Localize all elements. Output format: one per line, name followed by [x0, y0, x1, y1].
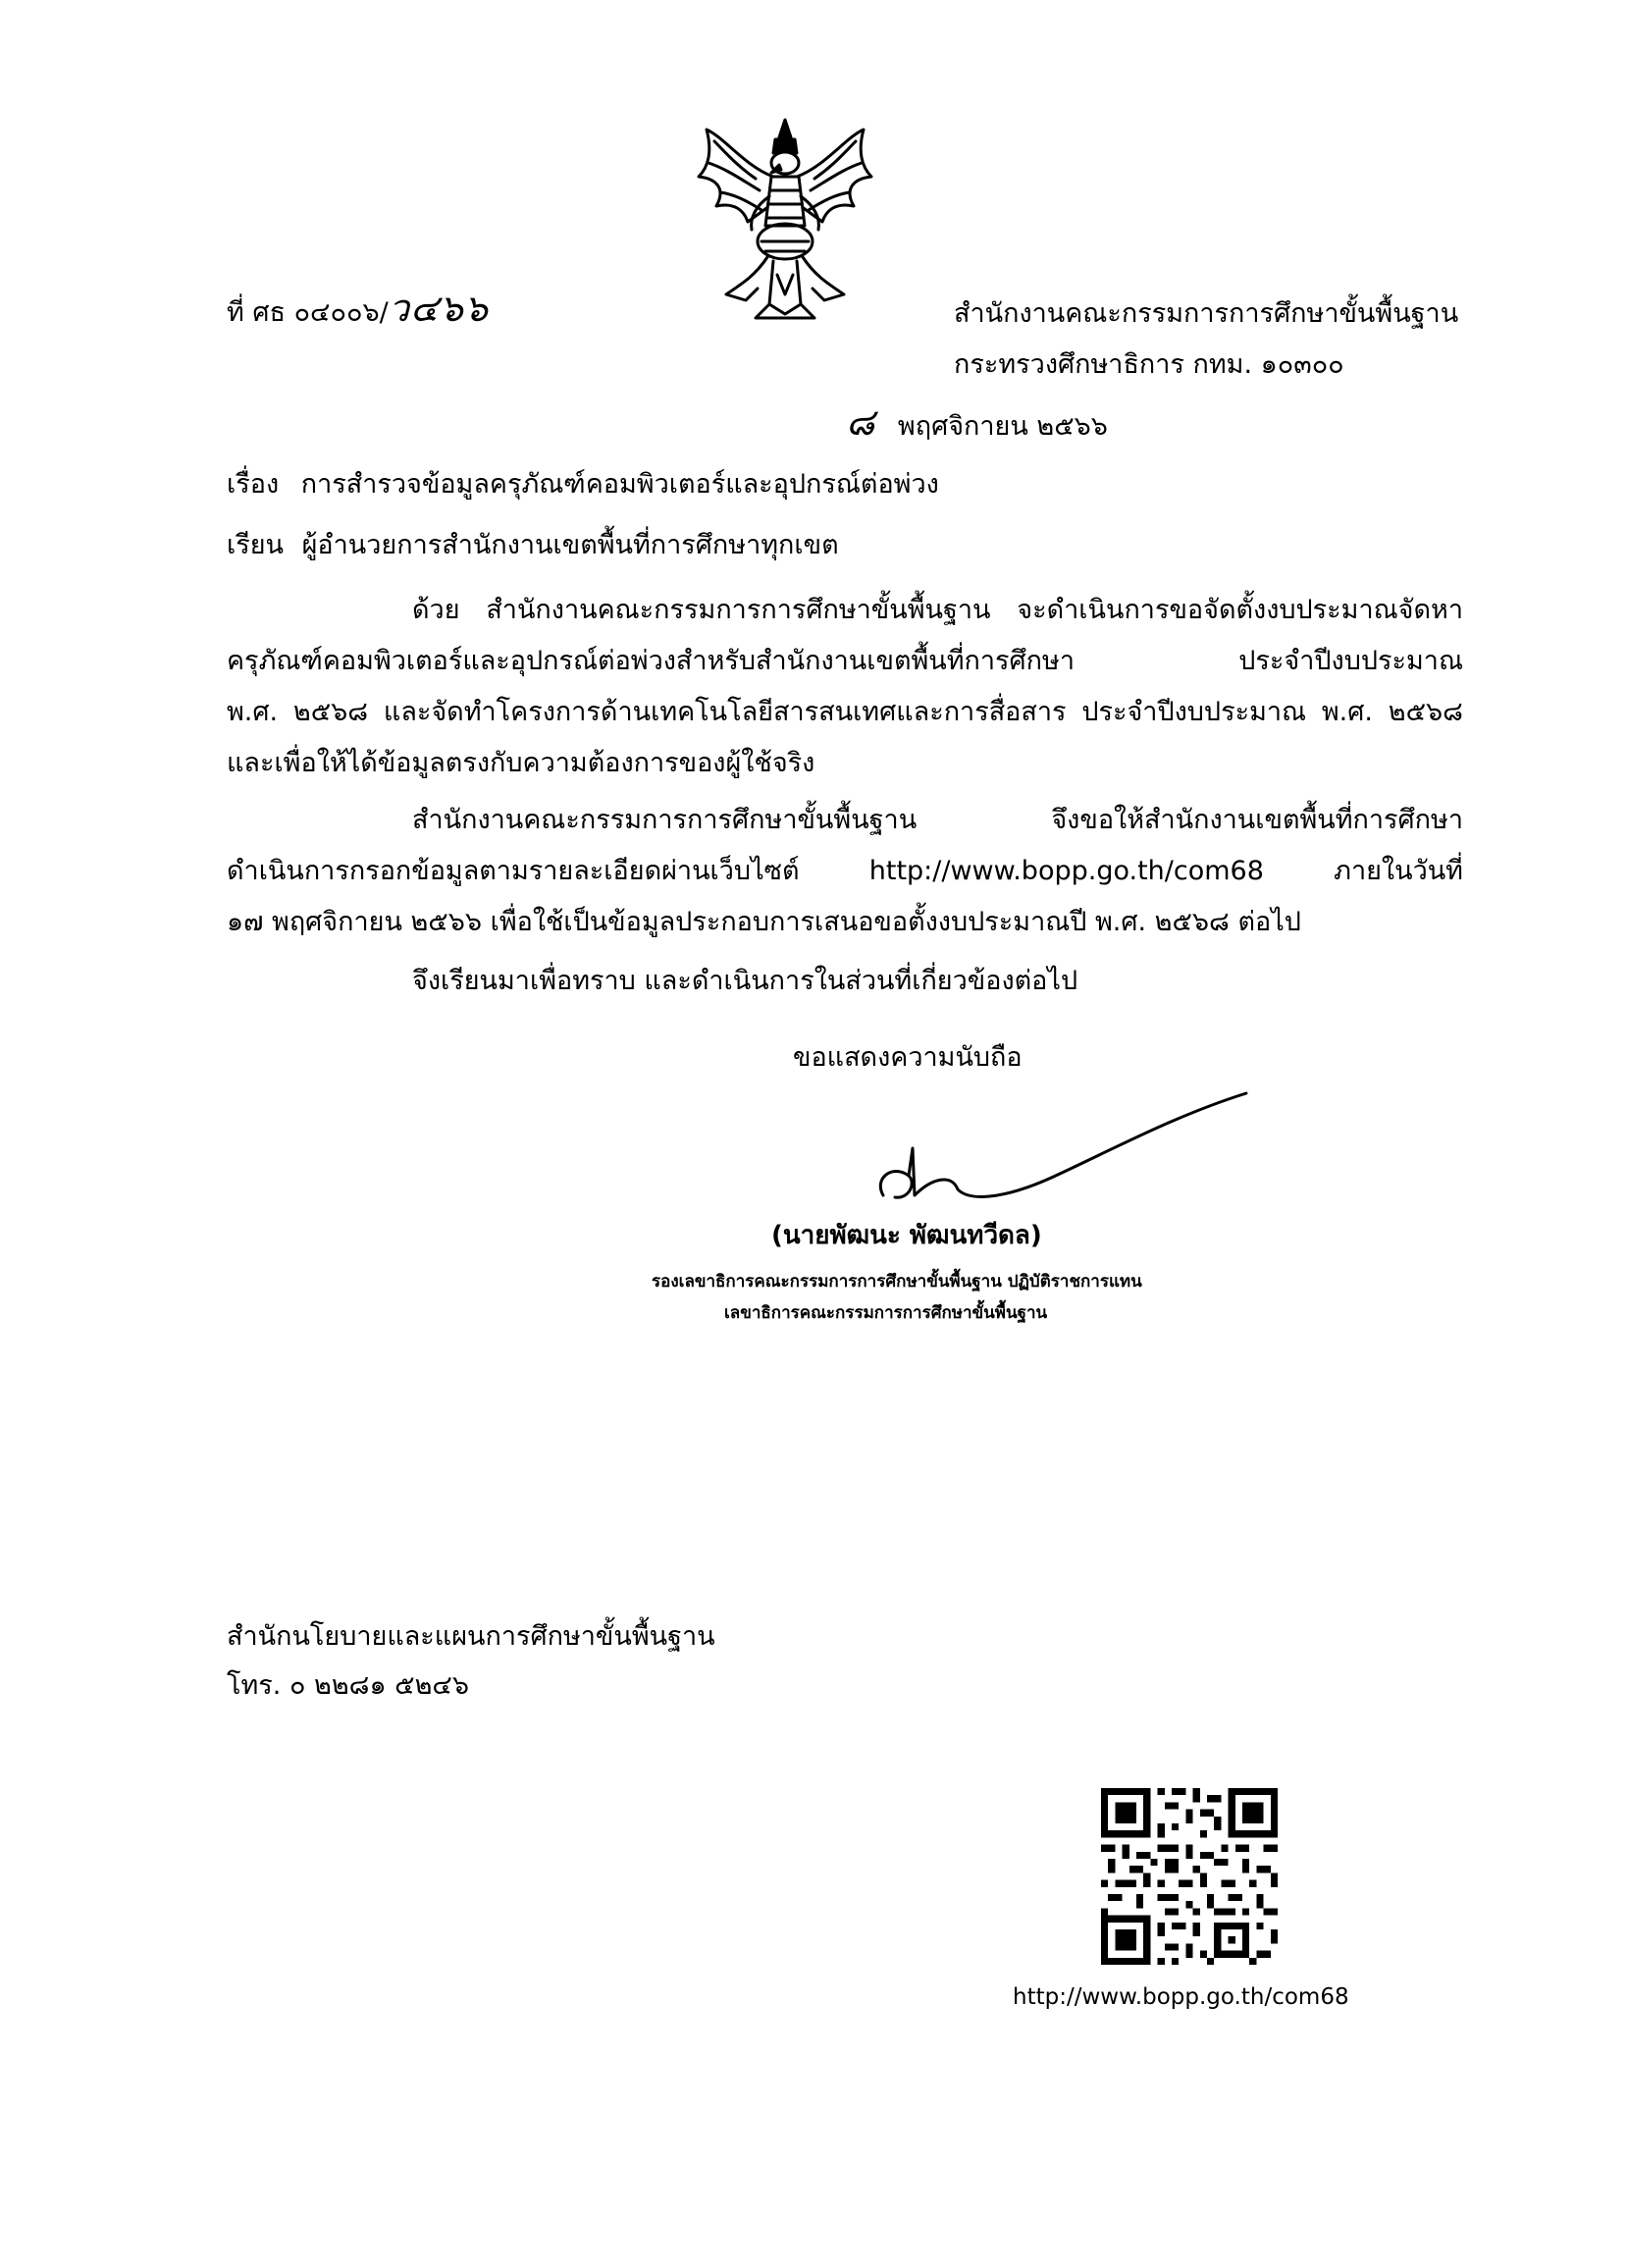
- date-month-year: พฤศจิกายน ๒๕๖๖: [897, 411, 1108, 442]
- reference-number-handwritten: ว๔๖๖: [388, 287, 490, 330]
- letter-date: [846, 400, 1108, 445]
- paragraph-1-line-4: และเพื่อให้ได้ข้อมูลตรงกับความต้องการของผู้ใช้จริง: [227, 748, 815, 778]
- handwritten-signature: [864, 1080, 1256, 1227]
- office-line-2: กระทรวงศึกษาธิการ กทม. ๑๐๓๐๐: [954, 349, 1344, 380]
- footer-department: สำนักนโยบายและแผนการศึกษาขั้นพื้นฐาน: [227, 1621, 715, 1652]
- signatory-title-line-1: รองเลขาธิการคณะกรรมการการศึกษาขั้นพื้นฐาน ปฏิบัติราชการแทน: [652, 1272, 1142, 1292]
- paragraph-2-line-2: ดำเนินการกรอกข้อมูลตามรายละเอียดผ่านเว็บไซต์ http://www.bopp.go.th/com68 ภายในวันที่: [227, 856, 1463, 886]
- closing-salutation: ขอแสดงความนับถือ: [793, 1042, 1023, 1073]
- paragraph-2-line-3: ๑๗ พฤศจิกายน ๒๕๖๖ เพื่อใช้เป็นข้อมูลประกอบการเสนอขอตั้งงบประมาณปี พ.ศ. ๒๕๖๘ ต่อไป: [227, 907, 1301, 937]
- subject-label: เรื่อง: [227, 469, 280, 500]
- footer-phone: โทร. ๐ ๒๒๘๑ ๕๒๔๖: [227, 1670, 469, 1701]
- garuda-emblem-icon: [687, 108, 883, 334]
- subject-line: [227, 467, 939, 502]
- recipient-label: เรียน: [227, 530, 285, 560]
- qr-url-caption: http://www.bopp.go.th/com68: [1013, 1984, 1349, 2010]
- subject-text: การสำรวจข้อมูลครุภัณฑ์คอมพิวเตอร์และอุปกรณ์ต่อพ่วง: [300, 469, 939, 500]
- qr-code-icon: [1101, 1788, 1278, 1965]
- qr-code: [1101, 1788, 1278, 1965]
- office-line-1: สำนักงานคณะกรรมการการศึกษาขั้นพื้นฐาน: [954, 298, 1459, 329]
- date-day-handwritten: ๘: [846, 400, 876, 444]
- paragraph-2-line-1: สำนักงานคณะกรรมการการศึกษาขั้นพื้นฐาน จึงขอให้สำนักงานเขตพื้นที่การศึกษา: [412, 805, 1463, 835]
- paragraph-3: จึงเรียนมาเพื่อทราบ และดำเนินการในส่วนที่เกี่ยวข้องต่อไป: [412, 966, 1078, 996]
- garuda-emblem: [687, 108, 883, 334]
- recipient-text: ผู้อำนวยการสำนักงานเขตพื้นที่การศึกษาทุกเขต: [301, 530, 839, 560]
- paragraph-1-line-3: พ.ศ. ๒๕๖๘ และจัดทำโครงการด้านเทคโนโลยีสารสนเทศและการสื่อสาร ประจำปีงบประมาณ พ.ศ. ๒๕๖๘: [227, 697, 1463, 727]
- reference-number: [227, 287, 490, 331]
- signatory-name: (นายพัฒนะ พัฒนทวีดล): [771, 1221, 1042, 1250]
- reference-prefix: ที่ ศธ ๐๔๐๐๖/: [227, 297, 389, 328]
- signatory-title-line-2: เลขาธิการคณะกรรมการการศึกษาขั้นพื้นฐาน: [724, 1303, 1048, 1323]
- signature-icon: [864, 1080, 1256, 1227]
- paragraph-1-line-1: ด้วย สำนักงานคณะกรรมการการศึกษาขั้นพื้นฐาน จะดำเนินการขอจัดตั้งงบประมาณจัดหา: [412, 595, 1463, 625]
- recipient-line: [227, 528, 839, 563]
- paragraph-1-line-2: ครุภัณฑ์คอมพิวเตอร์และอุปกรณ์ต่อพ่วงสำหรับสำนักงานเขตพื้นที่การศึกษา ประจำปีงบประมาณ: [227, 646, 1463, 676]
